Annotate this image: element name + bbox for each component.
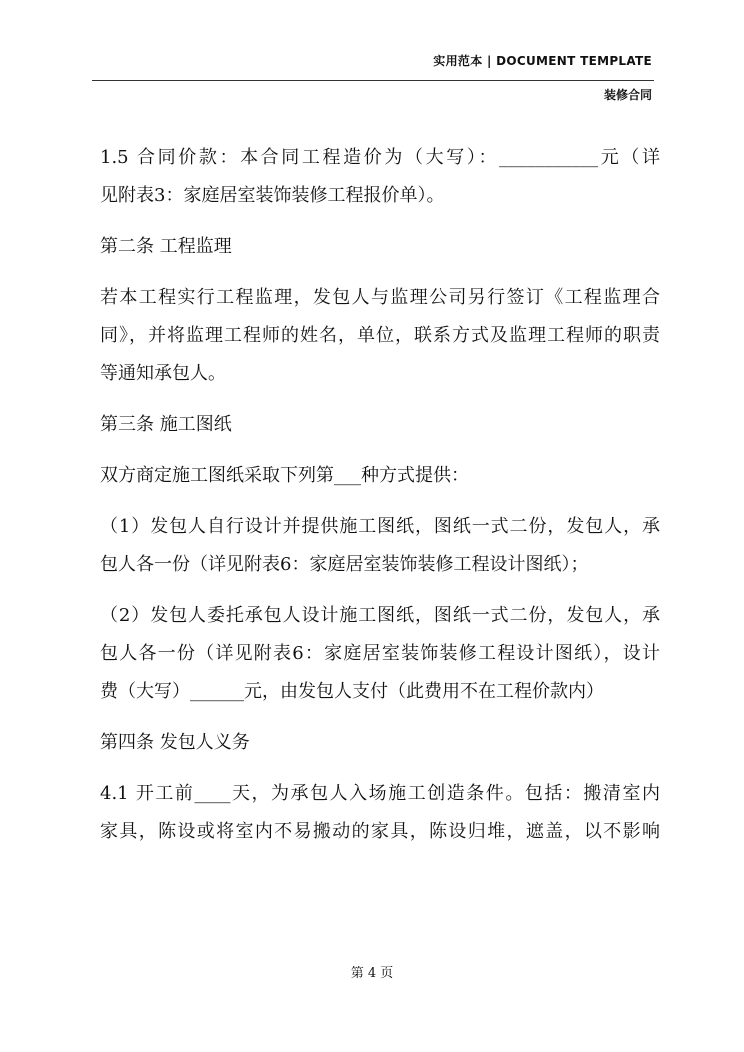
option-2-line-1: （2）发包人委托承包人设计施工图纸，图纸一式二份，发包人，承	[100, 605, 660, 626]
clause-4-1-line-2: 家具，陈设或将室内不易搬动的家具，陈设归堆，遮盖，以不影响	[100, 821, 660, 842]
article-3-heading: 第三条 施工图纸	[100, 414, 232, 435]
option-1-line-2: 包人各一份（详见附表6：家庭居室装饰装修工程设计图纸）；	[100, 554, 589, 575]
article-2-text-line-1: 若本工程实行工程监理，发包人与监理公司另行签订《工程监理合	[100, 287, 660, 308]
header-title: 实用范本 | DOCUMENT TEMPLATE	[433, 54, 652, 68]
option-1-line-1: （1）发包人自行设计并提供施工图纸，图纸一式二份，发包人，承	[100, 516, 660, 537]
clause-1-5-line-2: 见附表3：家庭居室装饰装修工程报价单）。	[100, 185, 445, 206]
clause-1-5-line-1: 1.5 合同价款：本合同工程造价为（大写）：___________元（详	[100, 147, 660, 168]
document-body	[100, 139, 660, 851]
article-4-heading: 第四条 发包人义务	[100, 732, 250, 753]
article-2-heading: 第二条 工程监理	[100, 236, 232, 257]
header-divider	[92, 80, 654, 81]
page-number: 第 4 页	[350, 966, 394, 981]
clause-4-1-line-1: 4.1 开工前____天，为承包人入场施工创造条件。包括：搬清室内	[100, 783, 660, 804]
option-2-line-3: 费（大写）______元，由发包人支付（此费用不在工程价款内）	[100, 681, 604, 702]
option-2-line-2: 包人各一份（详见附表6：家庭居室装饰装修工程设计图纸），设计	[100, 643, 660, 664]
article-3-intro: 双方商定施工图纸采取下列第___种方式提供：	[100, 465, 469, 486]
article-2-text-line-3: 等通知承包人。	[100, 363, 226, 384]
header-subtitle: 装修合同	[603, 88, 652, 102]
article-2-text-line-2: 同》，并将监理工程师的姓名，单位，联系方式及监理工程师的职责	[100, 325, 660, 346]
